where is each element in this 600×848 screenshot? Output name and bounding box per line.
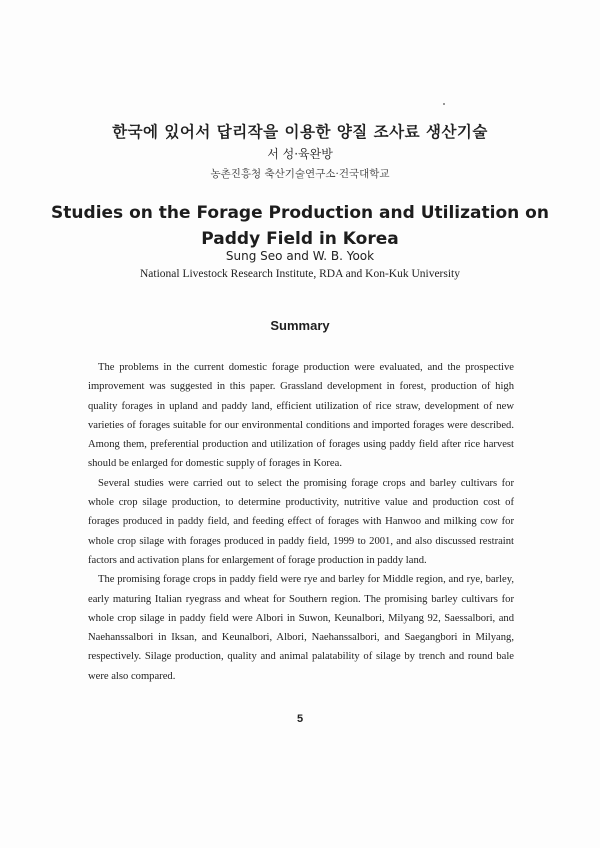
english-title <box>0 200 600 252</box>
korean-affiliation: 농촌진흥청 축산기술연구소·건국대학교 <box>210 168 390 180</box>
english-authors: Sung Seo and W. B. Yook <box>225 249 375 263</box>
summary-body <box>88 358 514 686</box>
korean-title: 한국에 있어서 답리작을 이용한 양질 조사료 생산기술 <box>112 123 488 141</box>
summary-paragraph-1: The problems in the current domestic forage production were evaluated, and the prospective improvement was suggested in this paper. Grassland development in forest, production of high quality forages in upland and paddy land, efficient utilization of rice straw, development of new varieties of forages suitable for our environmental conditions and imported forages were described. Among them, preferential production and utilization of forages using paddy field after rice harvest should be enlarged for domestic supply of forages in Korea. <box>88 362 514 470</box>
summary-paragraph-3: The promising forage crops in paddy field were rye and barley for Middle region, and rye, barley, early maturing Italian ryegrass and wheat for Southern region. The promising barley cultivars for whole crop silage in paddy field were Albori in Suwon, Keunalbori, Milyang 92, Saessalbori, and Naehanssalbori in Iksan, and Keunalbori, Albori, Naehanssalbori, and Saegangbori in Milyang, respectively. Silage production, quality and animal palatability of silage by trench and round bale were also compared. <box>88 574 514 682</box>
page-number: 5 <box>296 713 304 725</box>
summary-heading: Summary <box>270 318 330 333</box>
korean-authors: 서 성·육완방 <box>267 147 333 161</box>
scan-speck <box>443 103 445 105</box>
english-affiliation: National Livestock Research Institute, RDA and Kon-Kuk University <box>139 268 461 280</box>
summary-paragraph-2: Several studies were carried out to select the promising forage crops and barley cultivars for whole crop silage production, to determine productivity, nutritive value and production cost of forages produced in paddy field, and feeding effect of forages with Hanwoo and milking cow for whole crop silage with forages produced in paddy field, 1999 to 2001, and also discussed restraint factors and activation plans for enlargement of forage production in paddy land. <box>88 477 514 566</box>
english-title-line-1: Studies on the Forage Production and Utilization on <box>51 203 549 223</box>
english-title-line-2: Paddy Field in Korea <box>201 229 399 249</box>
